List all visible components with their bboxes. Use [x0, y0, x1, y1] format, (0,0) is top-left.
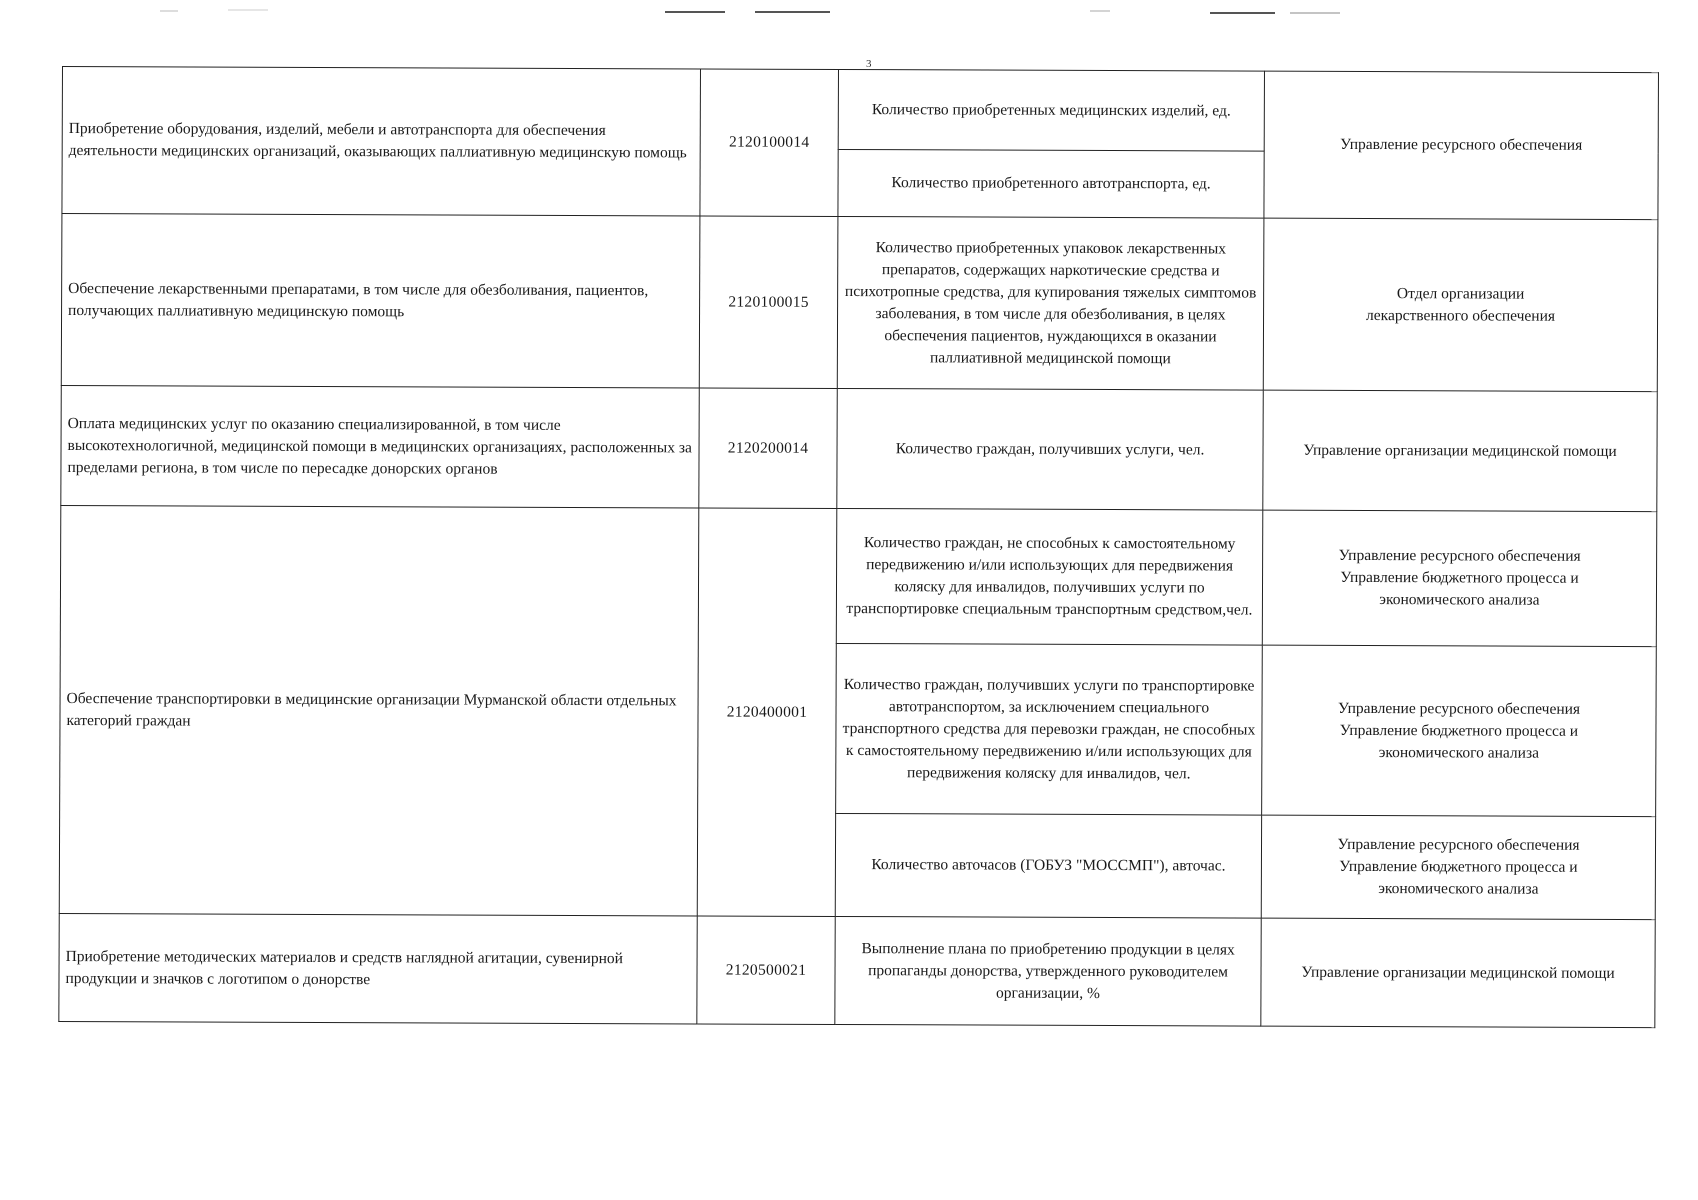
responsible-line: Управление ресурсного обеспечения	[1338, 546, 1581, 565]
table-row	[61, 214, 1658, 392]
responsible-line: экономического анализа	[1379, 591, 1540, 609]
scan-artifact-marks	[0, 8, 1698, 20]
responsible-line: лекарственного обеспечения	[1366, 306, 1556, 325]
activity-table	[58, 66, 1659, 1028]
table-row	[61, 385, 1657, 511]
responsible-line: экономического анализа	[1378, 743, 1540, 762]
activity-code-cell: 2120500021	[697, 916, 835, 1025]
responsible-unit-cell	[1263, 218, 1658, 392]
indicator-cell: Количество приобретенного автотранспорта, ед.	[838, 149, 1264, 218]
indicator-cell: Количество приобретенных упаковок лекарственных препаратов, содержащих наркотические средства и психотропные средства, для купирования тяжелых симптомов заболевания, в том числе для обезболивания, в целях обеспечения пациентов, нуждающихся в оказании паллиативной медицинской помощи	[837, 216, 1264, 390]
responsible-unit-cell	[1262, 645, 1657, 817]
activity-name-cell: Обеспечение лекарственными препаратами, в том числе для обезболивания, пациентов, получающих паллиативную медицинскую помощь	[61, 214, 700, 388]
table-row	[60, 505, 1657, 646]
activity-name-cell: Приобретение оборудования, изделий, мебели и автотранспорта для обеспечения деятельности медицинских организаций, оказывающих паллиативную медицинскую помощь	[62, 67, 701, 216]
activity-name-cell: Обеспечение транспортировки в медицинские организации Мурманской области отдельных категорий граждан	[59, 505, 699, 915]
activity-code-cell: 2120100014	[700, 69, 839, 217]
activity-code-cell: 2120400001	[697, 508, 837, 917]
activity-code-cell: 2120200014	[699, 388, 837, 509]
activity-name-cell: Приобретение методических материалов и средств наглядной агитации, сувенирной продукции и значков с логотипом о донорстве	[59, 913, 697, 1023]
responsible-line: Отдел организации	[1396, 284, 1525, 303]
indicator-cell: Количество авточасов (ГОБУЗ "МОССМП"), авточас.	[835, 813, 1261, 918]
indicator-cell: Количество граждан, получивших услуги, чел.	[837, 388, 1263, 510]
table-row	[59, 913, 1655, 1027]
responsible-unit-cell: Управление организации медицинской помощи	[1261, 918, 1655, 1028]
responsible-unit-cell	[1261, 815, 1655, 920]
table-row	[62, 67, 1658, 153]
responsible-line: Управление бюджетного процесса и	[1340, 568, 1579, 587]
indicator-cell: Количество граждан, не способных к самостоятельному передвижению и/или использующих для передвижения коляску для инвалидов, получивших услуги по транспортировке специальным транспортным средством,чел.	[836, 508, 1263, 645]
page-number: 3	[866, 58, 872, 70]
activity-code-cell: 2120100015	[699, 216, 838, 389]
responsible-unit-cell	[1262, 510, 1657, 647]
activity-name-cell: Оплата медицинских услуг по оказанию специализированной, в том числе высокотехнологичной, медицинской помощи в медицинских организациях, расположенных за пределами региона, в том числе по пересадке донорских органов	[61, 385, 699, 507]
indicator-cell: Количество приобретенных медицинских изделий, ед.	[838, 69, 1264, 151]
responsible-line: Управление ресурсного обеспечения	[1337, 835, 1580, 854]
indicator-cell: Количество граждан, получивших услуги по транспортировке автотранспортом, за исключением специального транспортного средства для перевозки граждан, не способных к самостоятельному передвижению и/или использующих для передвижения коляску для инвалидов, чел.	[836, 643, 1263, 815]
responsible-line: Управление бюджетного процесса и	[1339, 857, 1578, 876]
responsible-line: Управление бюджетного процесса и	[1339, 721, 1579, 740]
responsible-unit-cell: Управление ресурсного обеспечения	[1264, 71, 1659, 220]
responsible-unit-cell: Управление организации медицинской помощи	[1263, 390, 1657, 512]
responsible-line: экономического анализа	[1378, 880, 1539, 898]
indicator-cell: Выполнение плана по приобретению продукции в целях пропаганды донорства, утвержденного руководителем организации, %	[835, 916, 1261, 1026]
responsible-line: Управление ресурсного обеспечения	[1337, 699, 1581, 718]
